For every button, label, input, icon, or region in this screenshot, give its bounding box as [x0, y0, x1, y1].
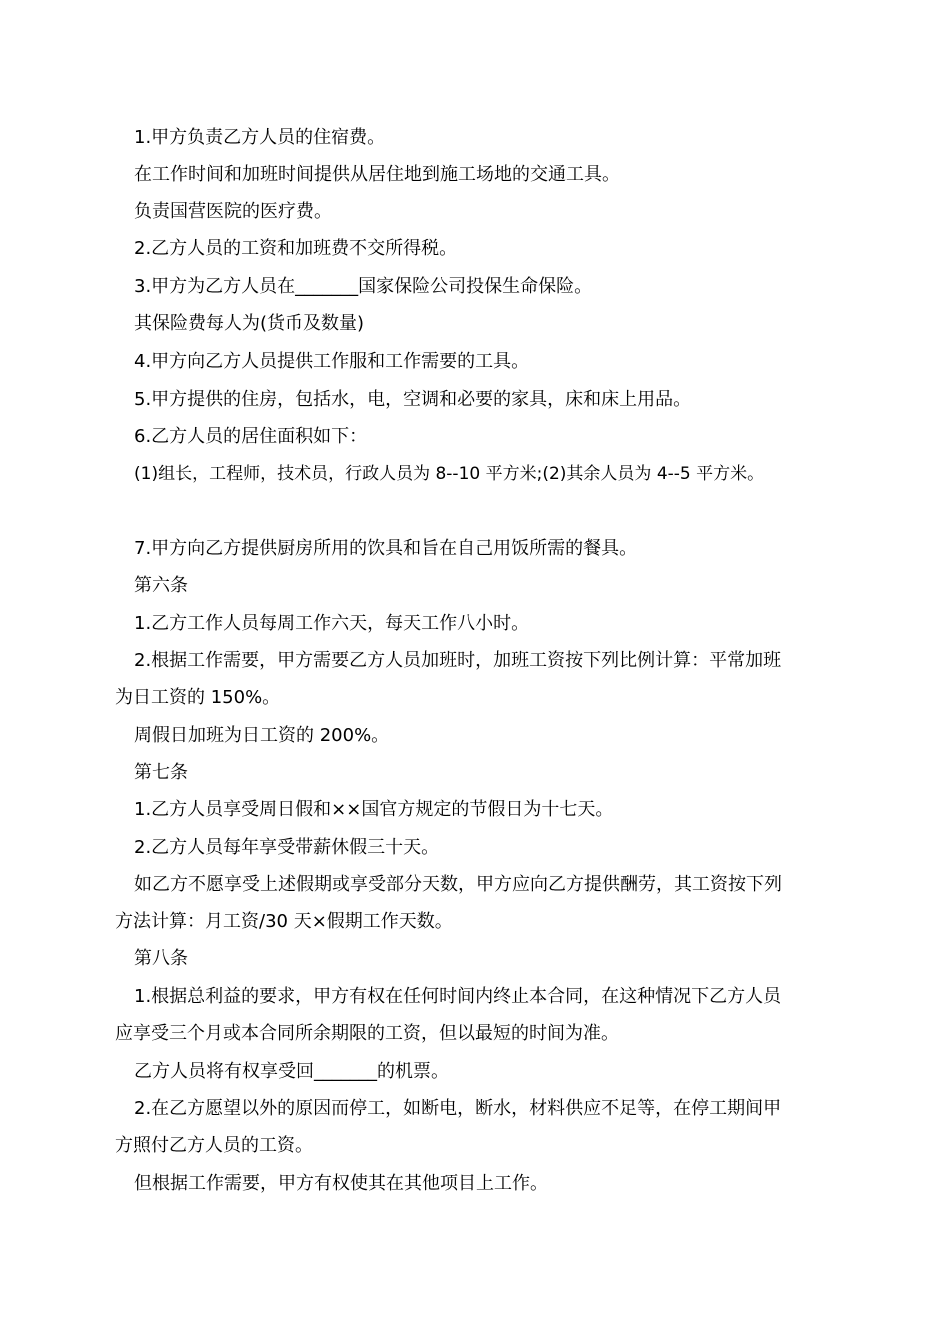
text-line: 1.甲方负责乙方人员的住宿费。 [134, 127, 386, 148]
text-line: 4.甲方向乙方人员提供工作服和工作需要的工具。 [134, 351, 530, 372]
text-line: 2.乙方人员每年享受带薪休假三十天。 [134, 837, 440, 858]
text-line: 1.乙方工作人员每周工作六天，每天工作八小时。 [134, 613, 530, 634]
text-line: 如乙方不愿享受上述假期或享受部分天数，甲方应向乙方提供酬劳，其工资按下列 [134, 874, 782, 895]
text-line: 3.甲方为乙方人员在_______国家保险公司投保生命保险。 [134, 276, 593, 297]
text-line: 在工作时间和加班时间提供从居住地到施工场地的交通工具。 [134, 164, 620, 185]
text-line: 1.根据总利益的要求，甲方有权在任何时间内终止本合同，在这种情况下乙方人员 [134, 986, 782, 1007]
text-line: 为日工资的 150%。 [115, 687, 281, 708]
text-line: 7.甲方向乙方提供厨房所用的饮具和旨在自己用饭所需的餐具。 [134, 538, 638, 559]
section-heading: 第七条 [134, 762, 188, 783]
text-line: 乙方人员将有权享受回_______的机票。 [134, 1061, 449, 1082]
section-heading: 第六条 [134, 575, 188, 596]
text-line: 其保险费每人为(货币及数量) [134, 313, 365, 334]
text-line: 方法计算：月工资/30 天×假期工作天数。 [115, 911, 453, 932]
text-line: 2.乙方人员的工资和加班费不交所得税。 [134, 238, 458, 259]
text-line: 负责国营医院的医疗费。 [134, 201, 332, 222]
text-line: 1.乙方人员享受周日假和××国官方规定的节假日为十七天。 [134, 799, 614, 820]
text-line: 6.乙方人员的居住面积如下： [134, 426, 368, 447]
text-line: 2.根据工作需要，甲方需要乙方人员加班时，加班工资按下列比例计算：平常加班 [134, 650, 782, 671]
text-line: 但根据工作需要，甲方有权使其在其他项目上工作。 [134, 1173, 548, 1194]
text-line: (1)组长，工程师，技术员，行政人员为 8--10 平方米;(2)其余人员为 4--5 平方米。 [134, 464, 765, 484]
text-line: 5.甲方提供的住房，包括水，电，空调和必要的家具，床和床上用品。 [134, 389, 692, 410]
text-line: 2.在乙方愿望以外的原因而停工，如断电，断水，材料供应不足等，在停工期间甲 [134, 1098, 782, 1119]
text-line: 周假日加班为日工资的 200%。 [134, 725, 390, 746]
section-heading: 第八条 [134, 948, 188, 969]
text-line: 方照付乙方人员的工资。 [115, 1135, 313, 1156]
text-line: 应享受三个月或本合同所余期限的工资，但以最短的时间为准。 [115, 1023, 619, 1044]
